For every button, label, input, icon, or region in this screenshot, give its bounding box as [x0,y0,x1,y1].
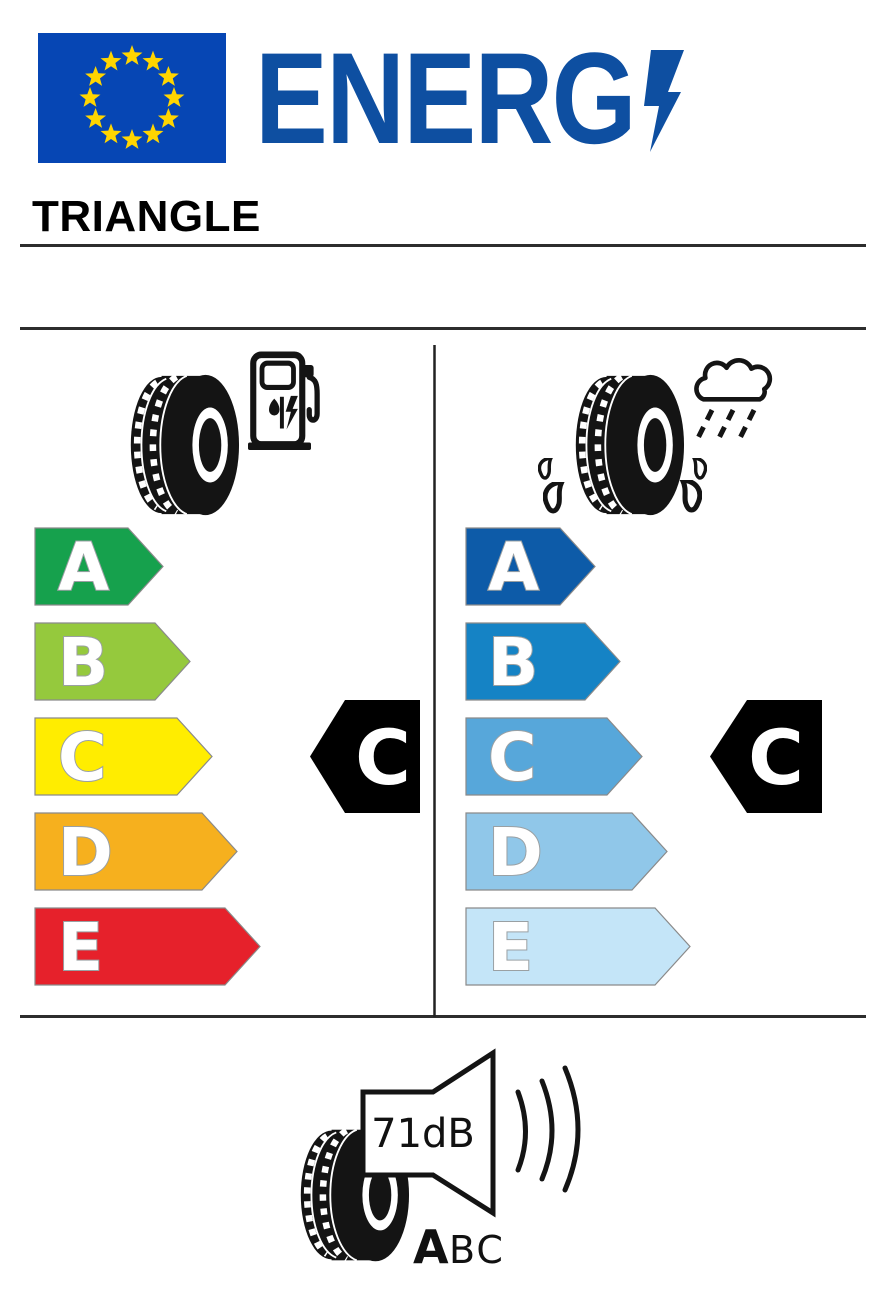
tire-icon [131,375,239,515]
energ-logo-text: ENERG [255,26,635,172]
fuel-grade-b-label: B [58,624,109,701]
fuel-grade-e-label: E [58,909,104,986]
splash-icon [694,458,706,478]
wet-rating-letter: C [748,713,804,802]
splash-icon [539,458,551,478]
noise-class-others: BC [449,1228,505,1272]
sound-waves-icon [518,1068,578,1190]
wet-grade-a-label: A [488,529,540,606]
wet-grade-c-label: C [488,719,537,796]
rain-cloud-icon [696,360,769,399]
lightning-bolt-icon [644,50,684,152]
noise-section [0,1020,886,1299]
divider-top [20,244,866,247]
wet-grade-e-label: E [488,909,534,986]
wet-grade-b-label: B [488,624,539,701]
fuel-grade-c-label: C [58,719,107,796]
brand-name: TRIANGLE [32,192,261,241]
fuel-pump-icon [248,355,317,450]
header-logo [0,0,886,180]
noise-class-selected: A [413,1220,449,1274]
wet-grade-d-label: D [488,814,543,891]
splash-icon [683,480,700,510]
rating-scales [0,330,886,1020]
noise-value: 71dB [371,1111,475,1157]
fuel-grade-a-label: A [58,529,110,606]
rain-lines-icon [696,410,754,442]
tire-icon [576,375,684,515]
fuel-grade-d-label: D [58,814,113,891]
fuel-rating-letter: C [355,713,411,802]
splash-icon [545,482,562,511]
